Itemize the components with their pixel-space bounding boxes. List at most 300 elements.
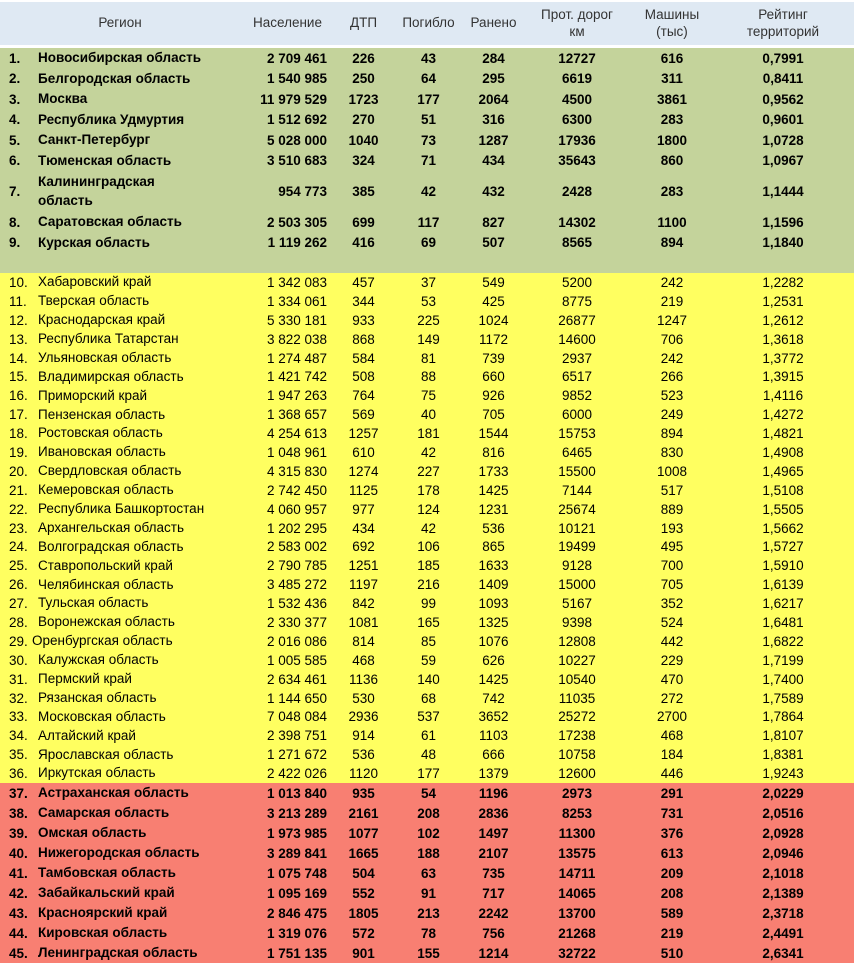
cell-injured: 1076 — [478, 633, 509, 649]
cell-population: 1 342 083 — [266, 274, 327, 290]
cell-deaths: 40 — [420, 407, 437, 423]
cell-dtp: 1077 — [348, 825, 379, 841]
cell-population: 2 709 461 — [266, 50, 327, 66]
cell-deaths: 140 — [417, 671, 440, 687]
cell-cars: 184 — [660, 747, 684, 763]
cell-rating: 0,9601 — [762, 112, 804, 128]
cell-deaths: 124 — [417, 501, 440, 517]
cell-population: 4 060 957 — [266, 501, 327, 517]
section-yellow-middle-regions — [0, 273, 854, 783]
table-header — [0, 2, 854, 45]
cell-population: 954 773 — [278, 184, 327, 199]
cell-region: Свердловская область — [38, 463, 182, 479]
cell-roads: 9398 — [561, 614, 593, 630]
cell-injured: 1544 — [478, 426, 509, 442]
cell-dtp: 1805 — [348, 905, 379, 921]
cell-dtp: 1723 — [348, 91, 379, 107]
cell-rating: 1,4965 — [762, 463, 804, 479]
cell-dtp: 457 — [352, 274, 375, 290]
cell-region: Ярославская область — [38, 746, 174, 762]
cell-dtp: 434 — [352, 520, 375, 536]
cell-cars: 3861 — [656, 91, 688, 107]
cell-deaths: 78 — [420, 925, 437, 941]
cell-rating: 1,1596 — [762, 214, 804, 230]
cell-cars: 229 — [660, 652, 684, 668]
cell-roads: 4500 — [561, 91, 593, 107]
cell-rank: 37. — [9, 785, 28, 801]
cell-roads: 11300 — [558, 825, 596, 841]
cell-roads: 5200 — [561, 274, 593, 290]
cell-population: 2 398 751 — [266, 728, 327, 744]
cell-deaths: 99 — [420, 596, 437, 612]
cell-dtp: 504 — [352, 865, 375, 881]
cell-cars: 589 — [660, 905, 684, 921]
cell-rating: 1,4821 — [762, 426, 804, 442]
cell-roads: 25272 — [558, 709, 596, 725]
cell-roads: 14065 — [558, 885, 596, 901]
cell-region: Тульская область — [38, 595, 149, 611]
cell-population: 1 540 985 — [266, 71, 327, 87]
cell-injured: 705 — [482, 407, 505, 423]
cell-rank: 38. — [9, 805, 28, 821]
cell-region: Астраханская область — [38, 784, 189, 800]
cell-roads: 13575 — [558, 845, 596, 861]
cell-region: Тамбовская область — [38, 864, 176, 880]
cell-injured: 432 — [482, 184, 505, 199]
cell-dtp: 468 — [352, 652, 375, 668]
cell-deaths: 68 — [420, 690, 437, 706]
cell-cars: 700 — [660, 558, 684, 574]
cell-population: 1 095 169 — [266, 885, 327, 901]
column-header-deaths: Погибло — [402, 15, 455, 31]
cell-dtp: 2161 — [348, 805, 379, 821]
cell-population: 1 005 585 — [266, 652, 327, 668]
cell-injured: 549 — [482, 274, 505, 290]
table-row — [0, 212, 854, 233]
cell-cars: 706 — [660, 331, 684, 347]
cell-roads: 14302 — [558, 214, 596, 230]
table-row — [0, 863, 854, 883]
cell-rating: 1,0728 — [762, 132, 804, 148]
cell-region: Омская область — [38, 824, 147, 840]
cell-injured: 1633 — [478, 558, 509, 574]
cell-rank: 19. — [9, 444, 28, 460]
cell-cars: 524 — [660, 614, 684, 630]
cell-region: Республика Удмуртия — [38, 111, 185, 127]
cell-cars: 242 — [660, 274, 684, 290]
cell-region: Кировская область — [38, 924, 168, 940]
cell-rating: 1,2612 — [762, 312, 804, 328]
cell-dtp: 933 — [352, 312, 375, 328]
cell-rank: 34. — [9, 728, 28, 744]
cell-population: 1 947 263 — [266, 388, 327, 404]
cell-dtp: 584 — [352, 350, 375, 366]
cell-cars: 705 — [660, 577, 684, 593]
cell-dtp: 572 — [352, 925, 375, 941]
cell-roads: 32722 — [558, 945, 596, 961]
cell-dtp: 2936 — [348, 709, 379, 725]
cell-population: 11 979 529 — [260, 91, 327, 107]
cell-cars: 376 — [660, 825, 684, 841]
cell-injured: 1172 — [478, 331, 509, 347]
cell-injured: 1733 — [478, 463, 509, 479]
cell-injured: 660 — [482, 369, 505, 385]
cell-population: 2 422 026 — [266, 766, 327, 782]
cell-cars: 352 — [660, 596, 684, 612]
cell-injured: 507 — [482, 235, 505, 251]
cell-deaths: 63 — [420, 865, 437, 881]
cell-deaths: 54 — [420, 785, 437, 801]
cell-dtp: 1251 — [348, 558, 379, 574]
cell-deaths: 59 — [420, 652, 437, 668]
cell-injured: 742 — [482, 690, 505, 706]
cell-injured: 2107 — [478, 845, 509, 861]
table-row — [0, 405, 854, 424]
cell-roads: 10758 — [558, 747, 596, 763]
cell-rank: 44. — [9, 925, 28, 941]
cell-injured: 816 — [482, 444, 505, 460]
cell-rating: 1,7589 — [762, 690, 804, 706]
cell-roads: 14600 — [558, 331, 596, 347]
table-row — [0, 594, 854, 613]
cell-injured: 434 — [482, 153, 505, 169]
cell-rank: 17. — [9, 407, 28, 423]
cell-population: 3 213 289 — [266, 805, 327, 821]
cell-rating: 1,1840 — [762, 235, 804, 251]
cell-dtp: 226 — [352, 50, 375, 66]
cell-rank: 40. — [9, 845, 28, 861]
cell-rank: 26. — [9, 577, 28, 593]
cell-cars: 731 — [660, 805, 684, 821]
table-row — [0, 726, 854, 745]
cell-injured: 626 — [482, 652, 505, 668]
cell-rating: 0,8411 — [762, 71, 804, 87]
cell-rating: 1,8107 — [762, 728, 804, 744]
cell-dtp: 692 — [352, 539, 375, 555]
cell-rank: 9. — [9, 235, 21, 251]
column-header-region: Регион — [98, 15, 142, 31]
cell-dtp: 1040 — [348, 132, 379, 148]
table-row — [0, 349, 854, 368]
table-row — [0, 537, 854, 556]
cell-roads: 6300 — [561, 112, 593, 128]
cell-population: 3 485 272 — [266, 577, 327, 593]
cell-dtp: 270 — [352, 112, 375, 128]
cell-rank: 4. — [9, 112, 21, 128]
cell-dtp: 764 — [352, 388, 375, 404]
table-row — [0, 151, 854, 172]
cell-roads: 6619 — [561, 71, 593, 87]
cell-cars: 616 — [660, 50, 684, 66]
cell-rank: 3. — [9, 91, 21, 107]
cell-injured: 1103 — [478, 728, 509, 744]
cell-cars: 272 — [660, 690, 684, 706]
cell-rating: 1,9243 — [762, 766, 804, 782]
cell-cars: 283 — [660, 184, 684, 199]
cell-region: Саратовская область — [38, 214, 182, 230]
cell-population: 2 330 377 — [266, 614, 327, 630]
cell-rank: 6. — [9, 153, 21, 169]
cell-cars: 517 — [660, 482, 684, 498]
cell-cars: 2700 — [656, 709, 688, 725]
cell-region: Пензенская область — [38, 406, 166, 422]
cell-population: 2 503 305 — [266, 214, 327, 230]
cell-rank: 7. — [9, 184, 21, 199]
cell-population: 1 075 748 — [266, 865, 327, 881]
cell-cars: 208 — [660, 885, 684, 901]
cell-region: Волгоградская область — [38, 538, 184, 554]
cell-rank: 45. — [9, 945, 28, 961]
cell-cars: 266 — [660, 369, 684, 385]
cell-deaths: 149 — [417, 331, 440, 347]
cell-region: Тюменская область — [38, 152, 172, 168]
cell-region: Ростовская область — [38, 425, 163, 441]
cell-cars: 242 — [660, 350, 684, 366]
cell-rating: 1,3618 — [762, 331, 804, 347]
cell-dtp: 935 — [352, 785, 375, 801]
table-row — [0, 443, 854, 462]
regions-rating-table — [0, 2, 854, 963]
table-row — [0, 689, 854, 708]
cell-population: 2 790 785 — [266, 558, 327, 574]
cell-cars: 193 — [660, 520, 684, 536]
cell-cars: 510 — [660, 945, 684, 961]
cell-rank: 10. — [9, 274, 28, 290]
cell-cars: 523 — [660, 388, 684, 404]
cell-region: Курская область — [38, 234, 150, 250]
cell-rating: 1,6822 — [762, 633, 804, 649]
cell-cars: 446 — [660, 766, 684, 782]
cell-region: Самарская область — [38, 804, 170, 820]
cell-region: Ленинградская область — [38, 944, 198, 960]
cell-rank: 11. — [9, 293, 27, 309]
cell-injured: 2064 — [478, 91, 509, 107]
table-row — [0, 130, 854, 151]
cell-region: Республика Татарстан — [38, 331, 179, 346]
cell-rank: 23. — [9, 520, 28, 536]
cell-region: Архангельская область — [38, 519, 185, 535]
table-row — [0, 386, 854, 405]
table-row — [0, 943, 854, 963]
cell-cars: 613 — [660, 845, 684, 861]
cell-roads: 9128 — [561, 558, 593, 574]
cell-rank: 33. — [9, 709, 28, 725]
cell-rating: 2,1018 — [762, 865, 804, 881]
cell-rank: 30. — [9, 652, 28, 668]
table-row — [0, 481, 854, 500]
cell-rank: 29. — [9, 633, 28, 649]
cell-deaths: 73 — [420, 132, 437, 148]
cell-cars: 860 — [660, 153, 684, 169]
cell-roads: 10227 — [558, 652, 596, 668]
cell-rating: 1,1444 — [762, 184, 804, 199]
cell-injured: 1196 — [478, 785, 509, 801]
cell-injured: 1379 — [478, 766, 509, 782]
cell-dtp: 610 — [352, 444, 375, 460]
cell-rank: 32. — [9, 690, 28, 706]
cell-injured: 1497 — [478, 825, 509, 841]
table-row — [0, 233, 854, 254]
cell-roads: 17936 — [558, 132, 596, 148]
cell-injured: 3652 — [478, 709, 509, 725]
cell-population: 5 028 000 — [266, 132, 327, 148]
cell-region: Пермский край — [38, 671, 132, 687]
cell-dtp: 868 — [352, 331, 375, 347]
cell-region: Челябинская область — [38, 576, 174, 592]
cell-injured: 295 — [482, 71, 505, 87]
cell-region: Воронежская область — [38, 614, 175, 630]
cell-roads: 8565 — [561, 235, 593, 251]
cell-deaths: 75 — [420, 388, 437, 404]
cell-dtp: 569 — [352, 407, 375, 423]
cell-population: 2 634 461 — [266, 671, 327, 687]
cell-population: 5 330 181 — [266, 312, 327, 328]
cell-roads: 2973 — [561, 785, 593, 801]
cell-deaths: 537 — [417, 709, 440, 725]
cell-deaths: 51 — [420, 112, 437, 128]
cell-deaths: 42 — [420, 184, 437, 199]
cell-rank: 25. — [9, 558, 28, 574]
cell-deaths: 165 — [417, 614, 440, 630]
cell-injured: 284 — [482, 50, 505, 66]
cell-roads: 17238 — [558, 728, 596, 744]
cell-dtp: 416 — [352, 235, 375, 251]
cell-dtp: 344 — [352, 293, 375, 309]
cell-population: 4 254 613 — [266, 426, 327, 442]
cell-dtp: 842 — [352, 596, 375, 612]
cell-region: Калининградская область — [38, 174, 155, 208]
cell-roads: 15753 — [558, 426, 596, 442]
table-row — [0, 292, 854, 311]
cell-population: 2 583 002 — [266, 539, 327, 555]
cell-region: Ивановская область — [38, 444, 166, 460]
cell-population: 2 016 086 — [266, 633, 327, 649]
cell-cars: 291 — [660, 785, 684, 801]
cell-region: Краснодарская край — [38, 312, 166, 328]
cell-population: 1 334 061 — [266, 293, 327, 309]
cell-rank: 20. — [9, 463, 28, 479]
table-row — [0, 745, 854, 764]
cell-population: 3 289 841 — [266, 845, 327, 861]
cell-injured: 739 — [482, 350, 505, 366]
cell-injured: 1287 — [478, 132, 509, 148]
cell-region: Ульяновская область — [38, 349, 172, 365]
cell-injured: 1409 — [478, 577, 509, 593]
cell-dtp: 1120 — [348, 766, 379, 782]
cell-deaths: 155 — [417, 945, 440, 961]
cell-rank: 28. — [9, 614, 28, 630]
cell-rank: 22. — [9, 501, 28, 517]
cell-cars: 442 — [660, 633, 684, 649]
cell-rank: 42. — [9, 885, 28, 901]
cell-rank: 21. — [9, 482, 28, 498]
cell-roads: 12808 — [558, 633, 596, 649]
cell-rating: 1,5910 — [762, 558, 804, 574]
cell-population: 1 274 487 — [266, 350, 327, 366]
cell-cars: 1247 — [656, 312, 688, 328]
cell-rank: 5. — [9, 132, 21, 148]
cell-injured: 1231 — [478, 501, 509, 517]
cell-region: Красноярский край — [38, 904, 168, 920]
cell-roads: 2428 — [561, 184, 593, 199]
cell-cars: 1800 — [656, 132, 688, 148]
cell-deaths: 216 — [417, 577, 440, 593]
cell-region: Алтайский край — [38, 727, 136, 743]
table-row — [0, 311, 854, 330]
cell-rating: 2,6341 — [762, 945, 804, 961]
cell-dtp: 901 — [352, 945, 375, 961]
column-header-population: Население — [253, 15, 322, 31]
cell-dtp: 250 — [352, 71, 375, 87]
cell-rating: 1,7864 — [762, 709, 804, 725]
cell-roads: 6000 — [561, 407, 593, 423]
cell-deaths: 102 — [417, 825, 440, 841]
cell-injured: 1214 — [478, 945, 509, 961]
cell-deaths: 48 — [420, 747, 437, 763]
cell-deaths: 61 — [420, 728, 437, 744]
cell-injured: 2242 — [478, 905, 509, 921]
cell-roads: 6517 — [561, 369, 593, 385]
cell-roads: 14711 — [558, 865, 596, 881]
table-row — [0, 171, 854, 212]
cell-deaths: 88 — [420, 369, 437, 385]
cell-rating: 1,4116 — [762, 388, 804, 404]
cell-population: 1 421 742 — [266, 369, 327, 385]
cell-rating: 2,1389 — [762, 885, 804, 901]
cell-rating: 1,3772 — [762, 350, 804, 366]
cell-cars: 283 — [660, 112, 684, 128]
cell-rating: 1,3915 — [762, 369, 804, 385]
cell-region: Рязанская область — [38, 689, 157, 705]
cell-rank: 12. — [9, 312, 28, 328]
cell-roads: 10121 — [558, 520, 596, 536]
cell-region: Оренбургская область — [32, 633, 173, 649]
section-red-bottom-regions — [0, 783, 854, 963]
cell-roads: 13700 — [558, 905, 596, 921]
cell-dtp: 977 — [352, 501, 375, 517]
cell-rating: 1,5727 — [762, 539, 804, 555]
cell-rating: 1,5662 — [762, 520, 804, 536]
cell-roads: 12600 — [558, 766, 596, 782]
cell-dtp: 914 — [352, 728, 375, 744]
cell-population: 3 822 038 — [266, 331, 327, 347]
cell-dtp: 1197 — [348, 577, 379, 593]
cell-rank: 2. — [9, 71, 21, 87]
cell-deaths: 181 — [417, 426, 440, 442]
cell-rating: 2,0928 — [762, 825, 804, 841]
table-row — [0, 110, 854, 131]
cell-roads: 10540 — [558, 671, 596, 687]
cell-population: 1 202 295 — [266, 520, 327, 536]
cell-injured: 1425 — [478, 671, 509, 687]
cell-deaths: 213 — [417, 905, 440, 921]
cell-region: Тверская область — [38, 293, 150, 309]
cell-roads: 35643 — [558, 153, 596, 169]
cell-rating: 0,7991 — [762, 50, 804, 66]
cell-rating: 0,9562 — [762, 91, 804, 107]
table-row — [0, 89, 854, 110]
cell-region: Иркутская область — [38, 765, 156, 781]
cell-injured: 735 — [482, 865, 505, 881]
cell-deaths: 178 — [417, 482, 440, 498]
cell-cars: 470 — [660, 671, 684, 687]
cell-deaths: 177 — [417, 766, 440, 782]
cell-deaths: 81 — [420, 350, 437, 366]
table-row — [0, 903, 854, 923]
table-row — [0, 923, 854, 943]
cell-cars: 894 — [660, 426, 684, 442]
cell-population: 1 048 961 — [266, 444, 327, 460]
